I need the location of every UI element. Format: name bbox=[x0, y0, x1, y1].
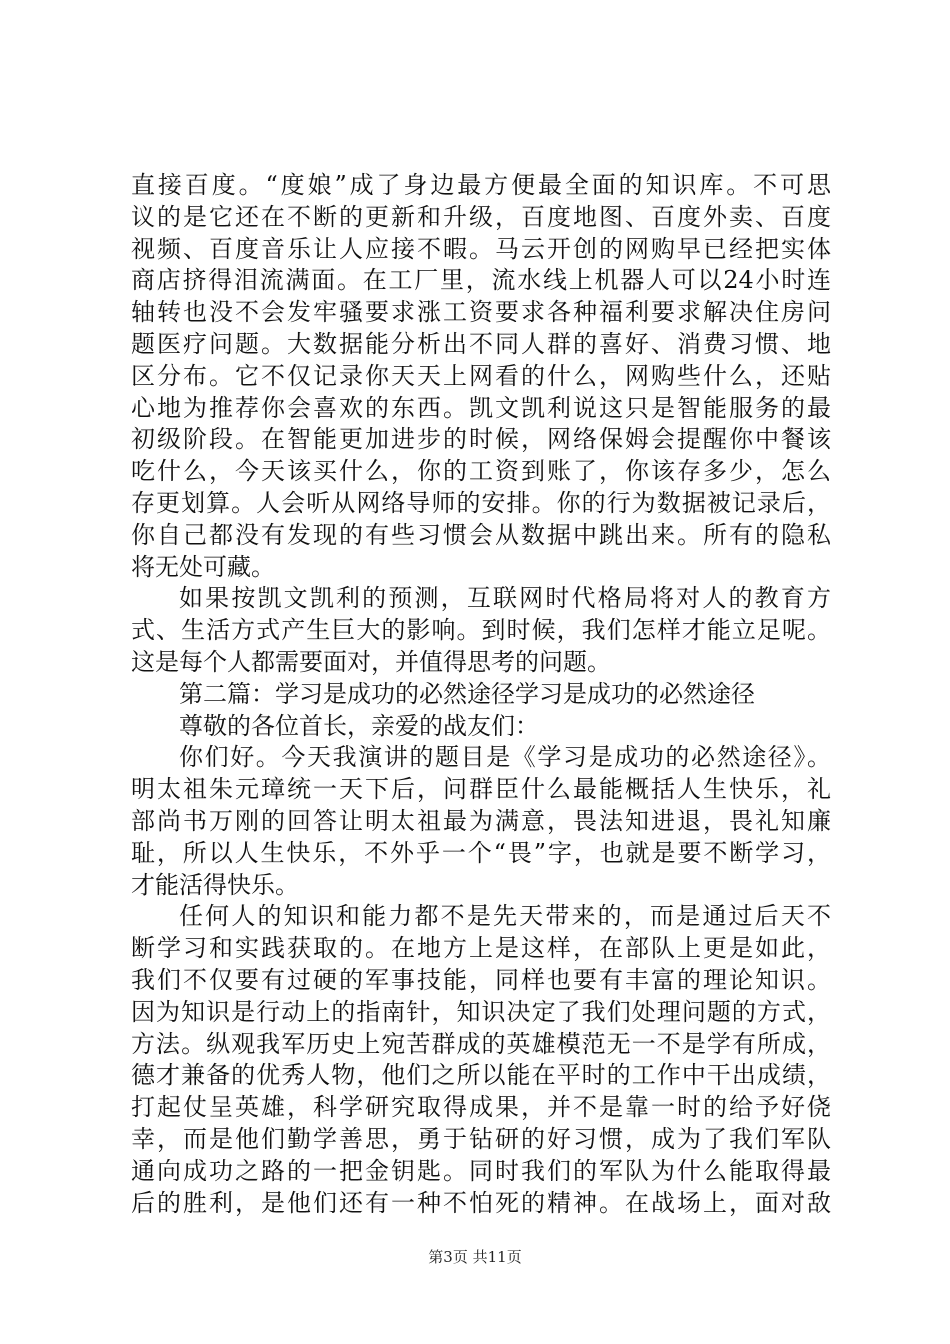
text-line: 你们好。今天我演讲的题目是《学习是成功的必然途径》。 bbox=[179, 743, 831, 772]
text-line: 议的是它还在不断的更新和升级，百度地图、百度外卖、百度 bbox=[131, 202, 831, 231]
text-line: 断学习和实践获取的。在地方上是这样，在部队上更是如此， bbox=[131, 934, 831, 963]
text-line: 才能活得快乐。 bbox=[131, 870, 299, 899]
page-number: 第3页 共11页 bbox=[428, 1248, 522, 1266]
text-line: 初级阶段。在智能更加进步的时候，网络保姆会提醒你中餐该 bbox=[131, 425, 831, 454]
document-body bbox=[131, 170, 831, 1219]
text-line: 式、生活方式产生巨大的影响。到时候，我们怎样才能立足呢。 bbox=[131, 616, 831, 645]
text-line: 通向成功之路的一把金钥匙。同时我们的军队为什么能取得最 bbox=[131, 1156, 831, 1185]
text-line: 直接百度。“度娘”成了身边最方便最全面的知识库。不可思 bbox=[131, 171, 831, 199]
text-line: 心地为推荐你会喜欢的东西。凯文凯利说这只是智能服务的最 bbox=[131, 393, 831, 422]
text-line: 视频、百度音乐让人应接不暇。马云开创的网购早已经把实体 bbox=[131, 234, 831, 263]
text-line: 吃什么，今天该买什么，你的工资到账了，你该存多少，怎么 bbox=[131, 457, 831, 486]
text-line: 尊敬的各位首长，亲爱的战友们： bbox=[179, 711, 539, 740]
text-line: 方法。纵观我军历史上宛苦群成的英雄模范无一不是学有所成， bbox=[131, 1029, 831, 1058]
text-line: 你自己都没有发现的有些习惯会从数据中跳出来。所有的隐私 bbox=[131, 520, 831, 549]
text-lines bbox=[131, 170, 831, 1219]
text-line: 轴转也没不会发牢骚要求涨工资要求各种福利要求解决住房问 bbox=[131, 298, 831, 327]
text-line: 如果按凯文凯利的预测，互联网时代格局将对人的教育方 bbox=[179, 584, 831, 613]
text-line: 第二篇：学习是成功的必然途径学习是成功的必然途径 bbox=[179, 679, 755, 708]
text-line: 区分布。它不仅记录你天天上网看的什么，网购些什么，还贴 bbox=[131, 361, 831, 390]
text-line: 商店挤得泪流满面。在工厂里，流水线上机器人可以24小时连 bbox=[131, 266, 831, 295]
text-line: 任何人的知识和能力都不是先天带来的，而是通过后天不 bbox=[179, 902, 831, 931]
text-line: 耻，所以人生快乐，不外乎一个“畏”字，也就是要不断学习， bbox=[131, 838, 831, 867]
text-line: 部尚书万刚的回答让明太祖最为满意，畏法知进退，畏礼知廉 bbox=[131, 806, 831, 835]
text-line: 因为知识是行动上的指南针，知识决定了我们处理问题的方式， bbox=[131, 997, 831, 1026]
text-line: 存更划算。人会听从网络导师的安排。你的行为数据被记录后， bbox=[131, 488, 831, 517]
text-line: 幸，而是他们勤学善思，勇于钻研的好习惯，成为了我们军队 bbox=[131, 1124, 831, 1153]
text-line: 明太祖朱元璋统一天下后，问群臣什么最能概括人生快乐，礼 bbox=[131, 775, 831, 804]
text-line: 德才兼备的优秀人物，他们之所以能在平时的工作中干出成绩， bbox=[131, 1061, 831, 1090]
text-line: 题医疗问题。大数据能分析出不同人群的喜好、消费习惯、地 bbox=[131, 329, 831, 358]
text-line: 将无处可藏。 bbox=[131, 552, 275, 581]
text-line: 这是每个人都需要面对，并值得思考的问题。 bbox=[131, 647, 611, 676]
text-line: 我们不仅要有过硬的军事技能，同样也要有丰富的理论知识。 bbox=[131, 965, 831, 994]
text-line: 后的胜利，是他们还有一种不怕死的精神。在战场上，面对敌 bbox=[131, 1188, 831, 1217]
text-line: 打起仗呈英雄，科学研究取得成果，并不是靠一时的给予好侥 bbox=[131, 1093, 831, 1122]
